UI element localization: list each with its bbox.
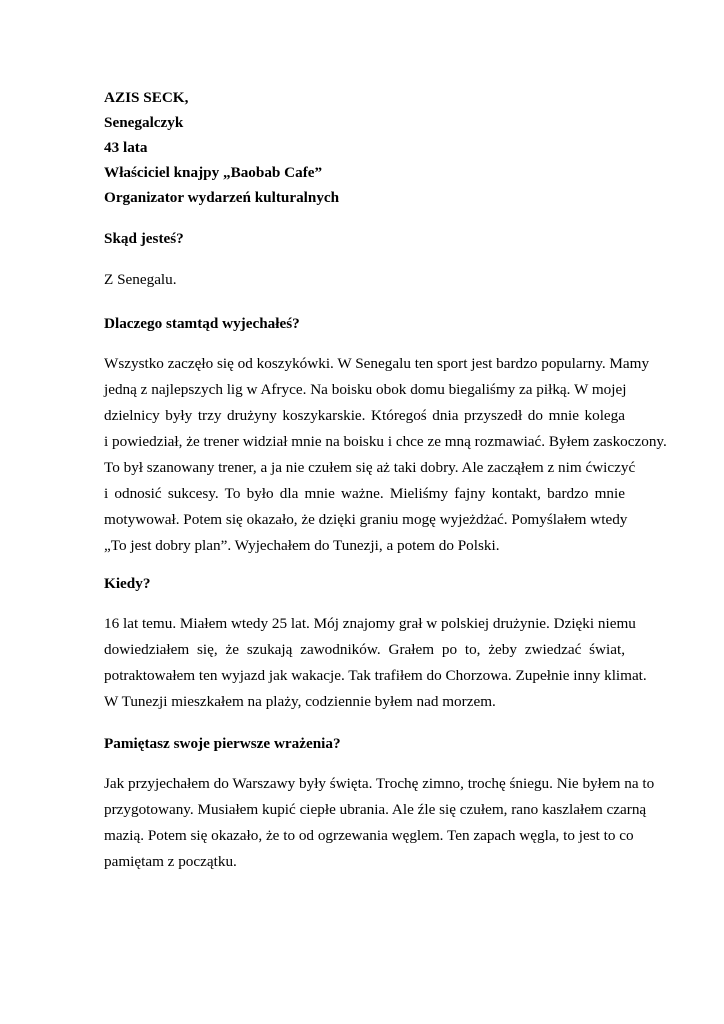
answer-4-line: mazią. Potem się okazało, że to od ogrzewania węglem. Ten zapach węgla, to jest to co (104, 827, 634, 844)
answer-4 (104, 771, 655, 875)
answer-3-line: 16 lat temu. Miałem wtedy 25 lat. Mój znajomy grał w polskiej drużynie. Dzięki niemu (104, 615, 636, 632)
interviewee-occupation: Właściciel knajpy „Baobab Cafe” (104, 164, 323, 181)
answer-3-line: potraktowałem ten wyjazd jak wakacje. Tak trafiłem do Chorzowa. Zupełnie inny klimat. (104, 667, 647, 684)
interviewee-header (104, 85, 624, 210)
answer-2-line: jedną z najlepszych lig w Afryce. Na boisku obok domu biegaliśmy za piłką. W mojej (104, 381, 627, 398)
answer-2-line: To był szanowany trener, a ja nie czułem się aż taki dobry. Ale zacząłem z nim ćwiczyć (104, 459, 636, 476)
answer-3-line: dowiedziałem się, że szukają zawodników. Grałem po to, żeby zwiedzać świat, (104, 641, 625, 658)
question-4: Pamiętasz swoje pierwsze wrażenia? (104, 735, 341, 752)
answer-4-line: przygotowany. Musiałem kupić ciepłe ubrania. Ale źle się czułem, rano kaszlałem czarną (104, 801, 647, 818)
question-2: Dlaczego stamtąd wyjechałeś? (104, 315, 300, 332)
question-1: Skąd jesteś? (104, 230, 184, 247)
answer-2-line: Wszystko zaczęło się od koszykówki. W Senegalu ten sport jest bardzo popularny. Mamy (104, 355, 650, 372)
interviewee-role: Organizator wydarzeń kulturalnych (104, 189, 340, 206)
interviewee-age: 43 lata (104, 139, 148, 156)
answer-3-line: W Tunezji mieszkałem na plaży, codziennie byłem nad morzem. (104, 693, 496, 710)
answer-4-line: Jak przyjechałem do Warszawy były święta. Trochę zimno, trochę śniegu. Nie byłem na to (104, 775, 655, 792)
interviewee-nationality: Senegalczyk (104, 114, 184, 131)
interviewee-name: AZIS SECK, (104, 89, 189, 106)
answer-3 (104, 611, 647, 715)
answer-1: Z Senegalu. (104, 271, 177, 288)
answer-2-line: i odnosić sukcesy. To było dla mnie ważne. Mieliśmy fajny kontakt, bardzo mnie (104, 485, 625, 502)
answer-2-line: i powiedział, że trener widział mnie na boisku i chce ze mną rozmawiać. Byłem zaskoczony. (104, 433, 667, 450)
answer-4-line: pamiętam z początku. (104, 853, 237, 870)
answer-2 (104, 351, 667, 559)
question-3: Kiedy? (104, 575, 151, 592)
answer-2-line: dzielnicy były trzy drużyny koszykarskie. Któregoś dnia przyszedł do mnie kolega (104, 407, 625, 424)
answer-2-line: motywował. Potem się okazało, że dzięki graniu mogę wyjeżdżać. Pomyślałem wtedy (104, 511, 628, 528)
answer-2-line: „To jest dobry plan”. Wyjechałem do Tunezji, a potem do Polski. (104, 537, 500, 554)
